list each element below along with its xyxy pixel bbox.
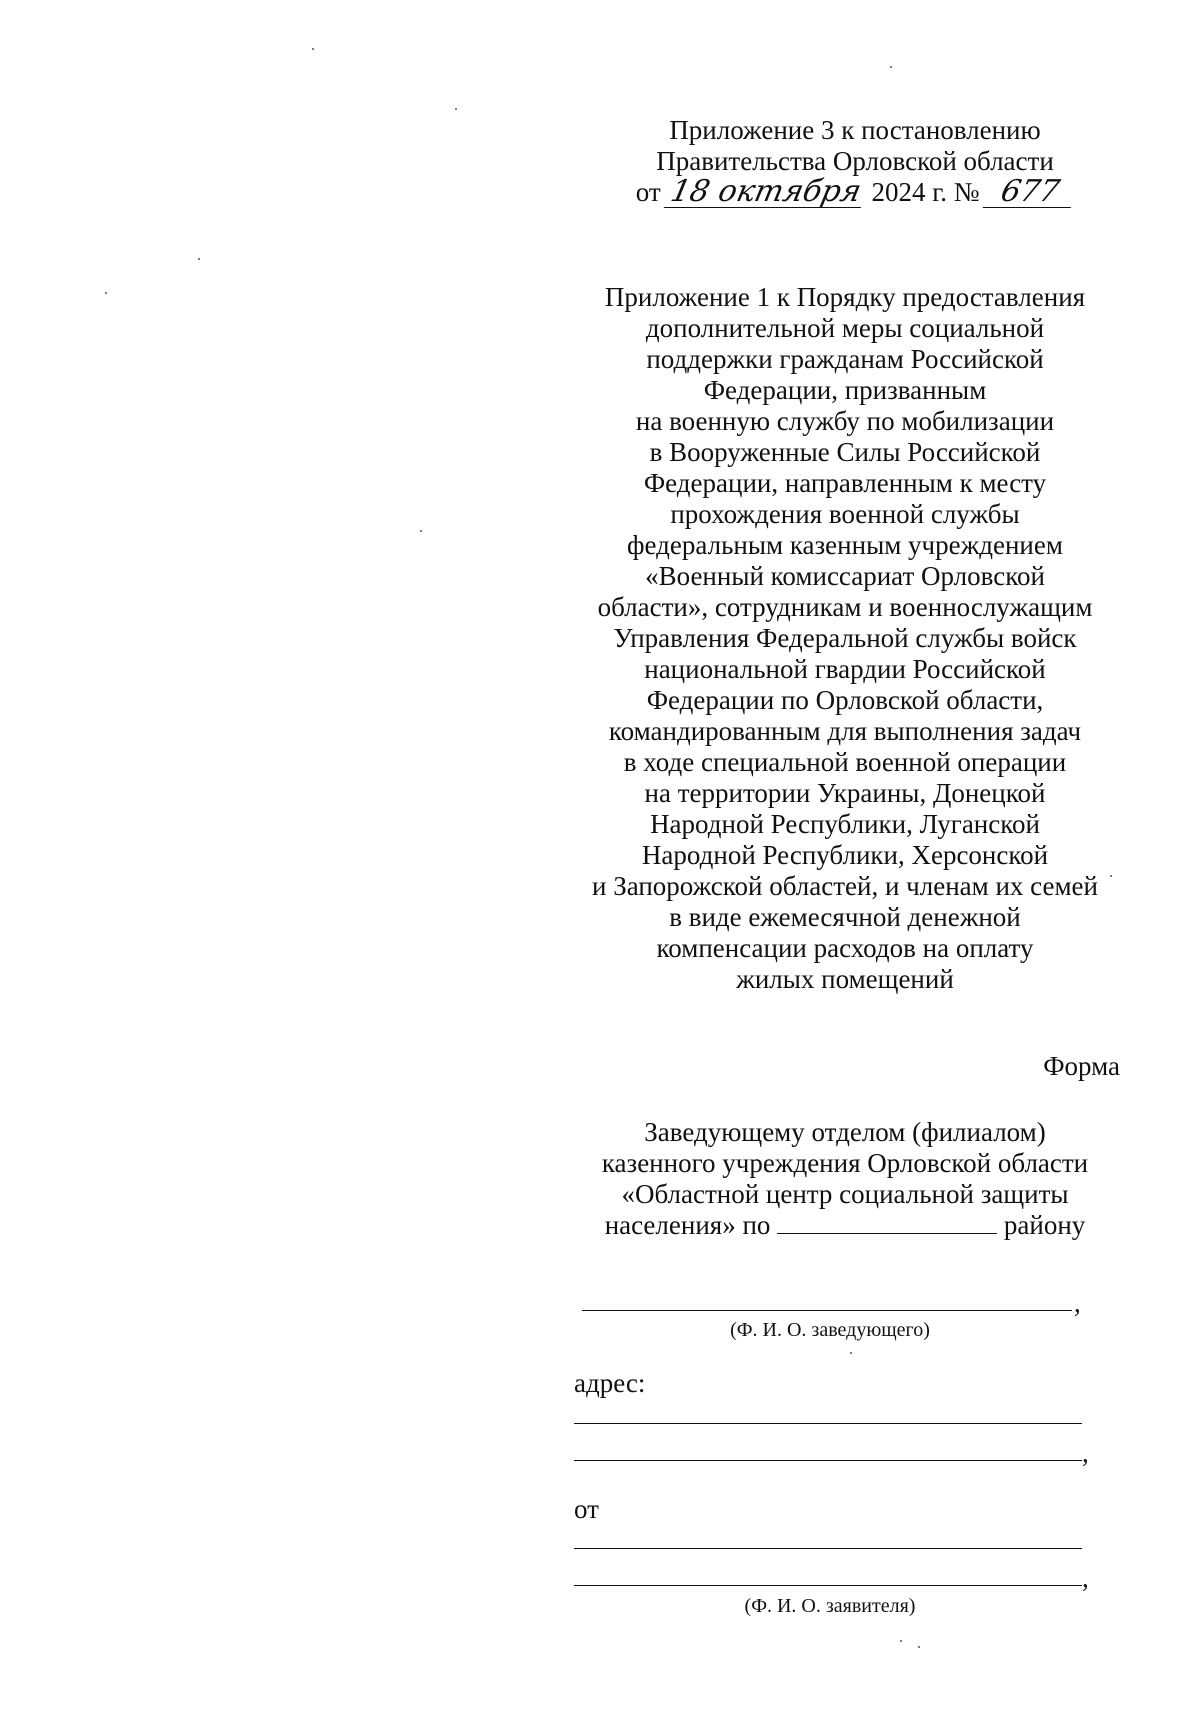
scan-speck: [198, 258, 200, 260]
addressee-line-4: [565, 1210, 1125, 1241]
addressee-line-1: Заведующему отделом (филиалом): [644, 1117, 1046, 1147]
procedure-line: компенсации расходов на оплату: [656, 933, 1034, 963]
header-line-1: Приложение 3 к постановлению: [669, 115, 1041, 145]
applicant-field-line-2[interactable]: [574, 1585, 1082, 1586]
procedure-line: федеральным казенным учреждением: [627, 530, 1063, 560]
addressee-line-2: казенного учреждения Орловской области: [601, 1148, 1089, 1178]
scan-speck: [420, 530, 422, 532]
scan-speck: [455, 108, 457, 110]
procedure-line: Управления Федеральной службы войск: [613, 623, 1077, 653]
header-line-3: [620, 174, 1090, 209]
head-name-field[interactable]: [582, 1310, 1072, 1311]
procedure-line: прохождения военной службы: [670, 499, 1020, 529]
procedure-line: Федерации по Орловской области,: [646, 685, 1044, 715]
procedure-line: на военную службу по мобилизации: [635, 406, 1055, 436]
procedure-line: области», сотрудникам и военнослужащим: [597, 592, 1093, 622]
address-field-line-2[interactable]: [574, 1460, 1082, 1461]
addressee-line-4-suffix: району: [1003, 1210, 1086, 1240]
district-blank-field[interactable]: [777, 1211, 997, 1234]
address-label: адрес:: [574, 1368, 646, 1398]
procedure-line: «Военный комиссариат Орловской: [645, 561, 1045, 591]
handwritten-number: 677: [983, 177, 1078, 208]
comma: ,: [1082, 1438, 1089, 1468]
scan-speck: [890, 66, 892, 68]
resolution-appendix-header: [620, 115, 1090, 208]
applicant-field-line-1[interactable]: [574, 1548, 1082, 1549]
procedure-line: Народной Республики, Херсонской: [641, 840, 1049, 870]
comma: ,: [1082, 1563, 1089, 1593]
header-line-2: Правительства Орловской области: [656, 146, 1054, 176]
procedure-line: командированным для выполнения задач: [608, 716, 1082, 746]
form-label: Форма: [1043, 1051, 1120, 1081]
procedure-line: Приложение 1 к Порядку предоставления: [604, 282, 1086, 312]
scan-speck: [312, 48, 314, 50]
procedure-line: в виде ежемесячной денежной: [669, 902, 1021, 932]
procedure-line: на территории Украины, Донецкой: [644, 778, 1046, 808]
procedure-line: дополнительной меры социальной: [645, 313, 1045, 343]
procedure-line: в ходе специальной военной операции: [623, 747, 1067, 777]
addressee-block: [565, 1117, 1125, 1241]
addressee-line-3: «Областной центр социальной защиты: [621, 1179, 1069, 1209]
applicant-name-caption: (Ф. И. О. заявителя): [744, 1595, 916, 1617]
procedure-line: поддержки гражданам Российской: [646, 344, 1044, 374]
handwritten-date: 18 октября: [664, 177, 868, 208]
procedure-line: Народной Республики, Луганской: [650, 809, 1040, 839]
address-field-line-1[interactable]: [574, 1423, 1082, 1424]
procedure-line: Федерации, призванным: [703, 375, 987, 405]
procedure-line: Федерации, направленным к месту: [643, 468, 1047, 498]
scan-speck: [105, 292, 107, 294]
comma: ,: [1074, 1288, 1081, 1318]
scan-speck: [850, 1352, 852, 1354]
procedure-line: и Запорожской областей, и членам их семей: [592, 871, 1098, 901]
scan-speck: [918, 1646, 920, 1648]
scan-speck: [900, 1640, 902, 1642]
from-label: от: [574, 1494, 599, 1524]
head-name-caption: (Ф. И. О. заведующего): [730, 1319, 930, 1341]
procedure-line: в Вооруженные Силы Российской: [649, 437, 1041, 467]
procedure-line: национальной гвардии Российской: [644, 654, 1046, 684]
procedure-appendix-block: [565, 282, 1125, 995]
header-year: 2024 г. №: [871, 177, 980, 207]
procedure-line: жилых помещений: [736, 964, 954, 994]
scan-speck: [1110, 875, 1112, 877]
header-from: от: [635, 177, 661, 207]
addressee-line-4-prefix: населения» по: [604, 1210, 771, 1240]
